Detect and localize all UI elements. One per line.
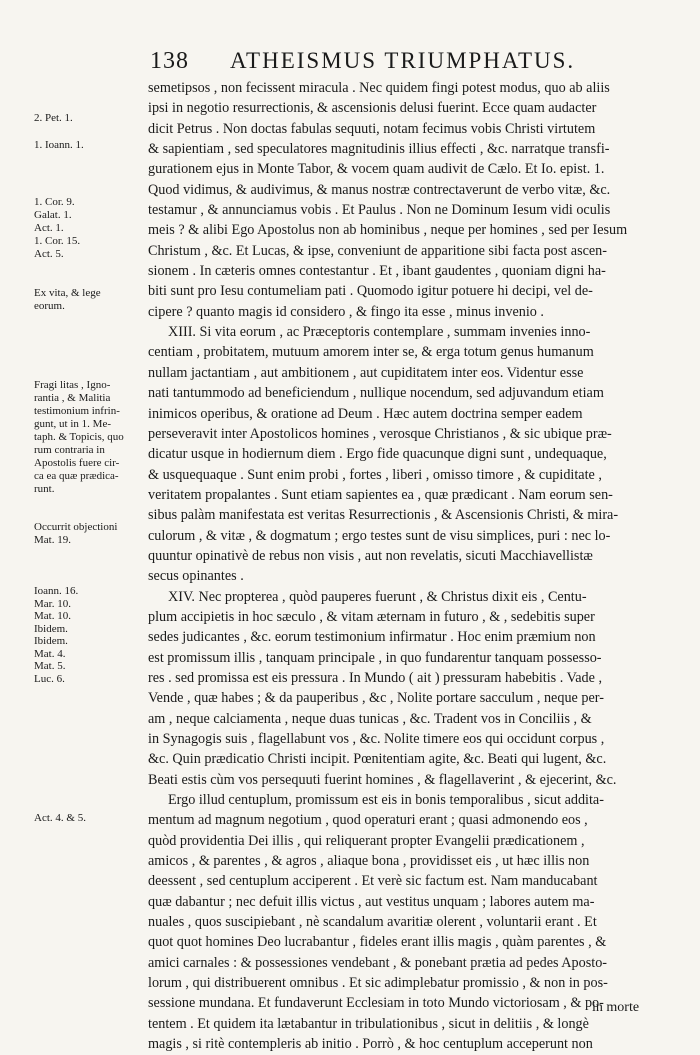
margin-note-line: gunt, ut in 1. Me- (34, 418, 111, 430)
margin-note-objectio (34, 521, 146, 547)
margin-ref: Ibidem. (34, 635, 68, 647)
margin-ref: Act. 5. (34, 248, 64, 260)
text-line: Christum , &c. Et Lucas, & ipse, conveniunt de apparitione sibi facta post ascen- (148, 242, 608, 259)
text-line: nuales , quos suscipiebant , nè scandalum avaritiæ olerent , voluntarii erant . Et (148, 914, 597, 931)
margin-refs-bottom (34, 812, 146, 825)
margin-ref: Mat. 4. (34, 647, 66, 660)
text-line: est promissum illis , tanquam principale , in quo fundarentur tanquam possesso- (148, 649, 602, 666)
margin-note-line: runt. (34, 483, 55, 495)
text-line: sibus palàm manifestata est veritas Resurrectionis , & Ascensionis Christi, & mira- (148, 507, 619, 524)
text-line: & sapientiam , sed speculatores magnitudinis illius effecti , &c. narratque transfi- (148, 141, 610, 158)
text-line: Beati estis cùm vos persequuti fuerint homines , & flagellaverint , & ejecerint, &c. (148, 771, 617, 788)
margin-note-line: eorum. (34, 300, 65, 312)
margin-note-fragilitas (34, 379, 146, 496)
text-line: ipsi in negotio resurrectionis, & ascensionis delusi fuerint. Ecce quam audacter (148, 100, 597, 117)
margin-ref: Mat. 5. (34, 660, 66, 672)
margin-note-line: Ex vita, & lege (34, 287, 101, 299)
margin-ref: 2. Pet. 1. (34, 112, 73, 124)
text-line: testamur , & annunciamus vobis . Et Paulus . Non ne Dominum Iesum vidi oculis (148, 202, 611, 219)
margin-note-line: rum contraria in (34, 444, 105, 456)
margin-note-line: Apostolis fuere cir- (34, 457, 120, 469)
text-line: Quod vidimus, & audivimus, & manus nostræ contrectaverunt de verbo vitæ, &c. (148, 181, 611, 198)
margin-ref: Luc. 6. (34, 672, 65, 685)
margin-note-line: testimonium infrin- (34, 405, 120, 417)
text-line: Ergo illud centuplum, promissum est eis in bonis temporalibus , sicut addita- (168, 792, 604, 809)
text-line: culorum , & vitæ , & dogmatum ; ergo testes sunt de visu simplices, puri : nec lo- (148, 527, 611, 544)
text-line: sionem . In cæteris omnes contestantur . Et , ibant gaudentes , quoniam digni ha- (148, 263, 606, 280)
margin-note-line: Fragi litas , Igno- (34, 379, 111, 391)
margin-ref: Galat. 1. (34, 209, 72, 221)
margin-refs-lower (34, 585, 146, 685)
margin-ref: Mat. 10. (34, 610, 71, 622)
text-line: quòd providentia Dei illis , qui reliquerant propter Evangelii prædicationem , (148, 832, 585, 849)
text-line: secus opinantes . (148, 568, 244, 585)
text-line: quot quot homines Deo lucrabantur , fideles erant illis magis , quàm parentes , & (148, 934, 607, 951)
text-line: & usquequaque . Sunt enim probi , fortes , liberi , omisso timore , & cupiditate , (148, 466, 602, 483)
text-line: Vende , quæ habes ; & da pauperibus , &c , Nolite portare sacculum , neque per- (148, 690, 604, 707)
text-line: sedes judicantes , &c. eorum testimonium infirmatur . Hoc enim præmium non (148, 629, 596, 646)
text-line: dicatur usque in hodiernum diem . Ergo fide quacunque digni sunt , undequaque, (148, 446, 607, 463)
margin-note-line: ca ea quæ prædica- (34, 470, 119, 482)
text-line: am , neque calciamenta , neque duas tunicas , &c. Tradent vos in Conciliis , & (148, 710, 592, 727)
text-line: in Synagogis suis , flagellabunt vos , &c. Nolite timere eos qui occidunt corpus , (148, 731, 605, 747)
text-line: nati tantummodo ad beneficiendum , nullique nocendum, sed adjuvandum etiam (148, 385, 604, 402)
margin-note-vita (34, 287, 146, 313)
margin-ref: Act. 4. & 5. (34, 812, 86, 824)
margin-note-line: rantia , & Malitia (34, 392, 111, 404)
text-line: veritatem propalantes . Sunt etiam sapientes ea , quæ prædicant . Nam eorum sen- (148, 486, 613, 503)
text-line: biti sunt pro Iesu contumeliam pati . Quomodo igitur potuere hi decipi, vel de- (148, 283, 593, 300)
margin-ref: 1. Ioann. 1. (34, 139, 84, 151)
text-line: deessent , sed centuplum acciperent . Et verè sic factum est. Nam manducabant (148, 873, 598, 890)
text-line: semetipsos , non fecissent miracula . Nec quidem fingi potest modus, quo ab aliis (148, 80, 610, 96)
text-line: res . sed promissa est eis pressura . In Mundo ( ait ) pressuram habebitis . Vade , (148, 669, 603, 686)
text-line: perseveravit inter Apostolicos homines , verosque Christianos , & sic ubique præ- (148, 425, 612, 442)
main-text-column (148, 78, 670, 1055)
text-line: cipere ? quanto magis id considero , & fingo ita esse , minus invenio . (148, 303, 544, 320)
text-line: nullam jactantiam , aut ambitionem , aut cupiditatem inter eos. Videntur esse (148, 364, 584, 381)
margin-ref: Mar. 10. (34, 597, 71, 610)
margin-ref: 1. Cor. 9. (34, 196, 75, 208)
margin-refs-top (34, 112, 146, 152)
text-line: XIV. Nec propterea , quòd pauperes fuerunt , & Christus dixit eis , Centu- (168, 588, 587, 605)
text-line: quæ dabantur ; nec defuit illis victus , aut vestitus unquam ; labores autem ma- (148, 893, 595, 910)
text-line: tentem . Et quidem ita lætabantur in tribulationibus , sicut in delitiis , & longè (148, 1015, 589, 1032)
page-number: 138 (150, 48, 189, 74)
text-line: dicit Petrus . Non doctas fabulas sequuti, notam fecimus vobis Christi virtutem (148, 120, 596, 137)
text-line: amicos , & parentes , & agros , aliaque bona , providisset eis , ut hæc illis non (148, 853, 590, 870)
page-header (150, 48, 670, 74)
margin-note-line: Mat. 19. (34, 534, 71, 546)
text-line: amici carnales : & possessiones vendebant , & ponebant prætia ad pedes Aposto- (148, 954, 608, 971)
text-line: plum accipietis in hoc sæculo , & vitam æternam in futuro , & , sedebitis super (148, 608, 595, 625)
text-line: magis , si ritè contempleris ab initio . Porrò , & hoc centuplum acceperunt non (148, 1036, 593, 1053)
margin-note-line: taph. & Topicis, quo (34, 431, 124, 443)
margin-refs-mid (34, 196, 146, 261)
catchword: in morte (592, 1000, 640, 1015)
margin-ref: Ioann. 16. (34, 585, 79, 597)
running-title: ATHEISMUS TRIUMPHATUS. (230, 48, 576, 73)
text-line: XIII. Si vita eorum , ac Præceptoris contemplare , summam invenies inno- (168, 324, 591, 341)
margin-ref: 1. Cor. 15. (34, 235, 81, 247)
margin-note-line: Occurrit objectioni (34, 521, 118, 533)
text-line: meis ? & alibi Ego Apostolus non ab hominibus , neque per homines , sed per Iesum (148, 222, 628, 239)
text-line: inimicos operibus, & oratione ad Deum . Hæc autem doctrina semper eadem (148, 405, 583, 422)
margin-ref: Act. 1. (34, 222, 64, 234)
text-line: sessione mundana. Et fundaverunt Ecclesiam in toto Mundo victoriosam , & po- (148, 995, 604, 1012)
text-line: lorum , qui distribuerent omnibus . Et sic adimplebatur promissio , & non in pos- (148, 975, 608, 992)
margin-ref: Ibidem. (34, 622, 68, 635)
text-line: quuntur opinativè de rebus non visis , aut non revelatis, sicuti Macchiavellistæ (148, 547, 593, 564)
text-line: gurationem ejus in Monte Tabor, & vocem quam audivit de Cælo. Et Io. epist. 1. (148, 161, 605, 178)
text-line: centiam , probitatem, mutuum amorem inter se, & erga totum genus humanum (148, 344, 594, 361)
text-line: &c. Quin prædicatio Christi incipit. Pœnitentiam agite, &c. Beati qui lugent, &c. (148, 751, 607, 768)
text-line: mentum ad magnum negotium , quod operaturi erant ; quasi admonendo eos , (148, 812, 588, 829)
